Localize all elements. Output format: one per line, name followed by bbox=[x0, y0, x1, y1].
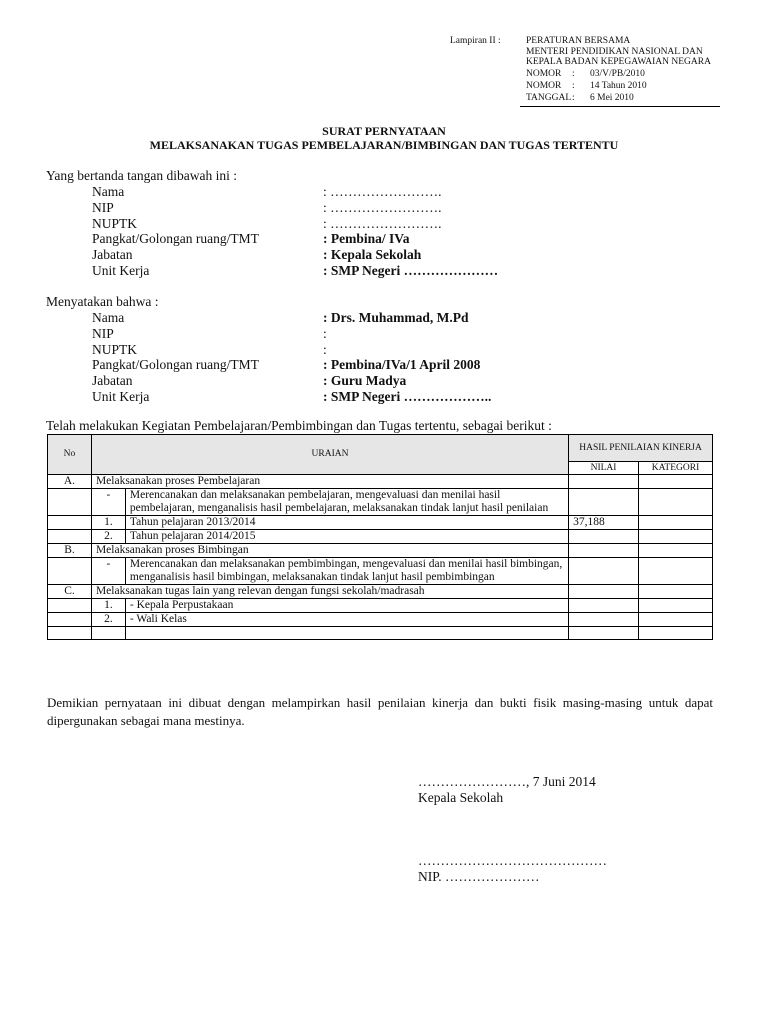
table-row bbox=[48, 489, 713, 516]
field-value: : Guru Madya bbox=[323, 373, 407, 389]
row-text: - Kepala Perpustakaan bbox=[125, 599, 568, 613]
header-uraian: URAIAN bbox=[91, 435, 568, 475]
section-no: A. bbox=[48, 475, 92, 489]
table-row bbox=[48, 599, 713, 613]
table-row bbox=[48, 475, 713, 489]
row-kategori bbox=[639, 489, 713, 516]
row-nilai bbox=[569, 613, 639, 627]
table-row bbox=[48, 544, 713, 558]
meta-label: NOMOR bbox=[526, 81, 562, 91]
row-text: Merencanakan dan melaksanakan pembimbingan, mengevaluasi dan menilai hasil bimbingan, menganalisis hasil bimbingan, melaksanakan tindak lanjut hasil pembimbingan bbox=[125, 558, 568, 585]
row-sub: 2. bbox=[91, 613, 125, 627]
field-value: : bbox=[323, 325, 327, 341]
row-text: Tahun pelajaran 2014/2015 bbox=[125, 530, 568, 544]
field-value: : SMP Negeri ……………….. bbox=[323, 389, 492, 404]
row-nilai: 37,188 bbox=[569, 516, 639, 530]
field-label: Pangkat/Golongan ruang/TMT bbox=[92, 231, 259, 247]
section-no: B. bbox=[48, 544, 92, 558]
field-value: : bbox=[323, 341, 327, 357]
field-label: Jabatan bbox=[92, 247, 133, 263]
row-text bbox=[125, 627, 568, 640]
section-title: Melaksanakan tugas lain yang relevan dengan fungsi sekolah/madrasah bbox=[91, 585, 568, 599]
row-sub: 1. bbox=[91, 599, 125, 613]
meta-label: TANGGAL bbox=[526, 93, 572, 103]
field-label: Unit Kerja bbox=[92, 263, 150, 278]
field-value: : ……………………. bbox=[323, 199, 442, 215]
field-label: Jabatan bbox=[92, 373, 133, 389]
activity-table bbox=[47, 434, 713, 640]
field-label: NUPTK bbox=[92, 341, 138, 357]
document-title: SURAT PERNYATAAN bbox=[322, 124, 446, 138]
field-value: : Kepala Sekolah bbox=[323, 247, 422, 263]
table-header-row bbox=[48, 435, 713, 462]
row-sub: 2. bbox=[91, 530, 125, 544]
row-sub: - bbox=[91, 558, 125, 585]
table-row bbox=[48, 627, 713, 640]
field-label: NUPTK bbox=[92, 215, 138, 231]
header-divider bbox=[520, 106, 720, 107]
table-row bbox=[48, 530, 713, 544]
meta-sep: : bbox=[572, 81, 575, 91]
header-hasil: HASIL PENILAIAN KINERJA bbox=[569, 435, 713, 462]
meta-sep: : bbox=[572, 69, 575, 79]
signer-name-line: …………………………………… bbox=[418, 853, 607, 868]
field-value: : Pembina/ IVa bbox=[323, 231, 410, 247]
meta-value: 03/V/PB/2010 bbox=[590, 69, 645, 79]
regulation-line-1: PERATURAN BERSAMA bbox=[526, 36, 631, 46]
header-no: No bbox=[48, 435, 92, 475]
section-title: Melaksanakan proses Bimbingan bbox=[91, 544, 568, 558]
row-nilai bbox=[569, 489, 639, 516]
section-no: C. bbox=[48, 585, 92, 599]
row-text: Merencanakan dan melaksanakan pembelajaran, mengevaluasi dan menilai hasil pembelajaran, menganalisis hasil pembelajaran, melaksanakan tindak lanjut hasil penilaian bbox=[125, 489, 568, 516]
header-kategori: KATEGORI bbox=[639, 462, 713, 475]
signer-intro: Yang bertanda tangan dibawah ini : bbox=[46, 168, 237, 183]
field-value: : SMP Negeri ………………… bbox=[323, 263, 499, 278]
field-value: : ……………………. bbox=[323, 184, 442, 199]
table-intro: Telah melakukan Kegiatan Pembelajaran/Pembimbingan dan Tugas tertentu, sebagai berikut : bbox=[46, 418, 552, 433]
table-row bbox=[48, 613, 713, 627]
field-value: : Drs. Muhammad, M.Pd bbox=[323, 310, 469, 325]
field-label: NIP bbox=[92, 199, 114, 215]
section-title: Melaksanakan proses Pembelajaran bbox=[91, 475, 568, 489]
place-date: ……………………, 7 Juni 2014 bbox=[418, 774, 596, 789]
field-label: Nama bbox=[92, 184, 125, 199]
meta-value: 14 Tahun 2010 bbox=[590, 81, 647, 91]
field-value: : Pembina/IVa/1 April 2008 bbox=[323, 357, 481, 373]
header-nilai: NILAI bbox=[569, 462, 639, 475]
row-nilai bbox=[569, 599, 639, 613]
row-kategori bbox=[639, 613, 713, 627]
row-nilai bbox=[569, 530, 639, 544]
signer-nip-line: NIP. ………………… bbox=[418, 869, 540, 884]
signer-role: Kepala Sekolah bbox=[418, 790, 504, 805]
closing-paragraph: Demikian pernyataan ini dibuat dengan melampirkan hasil penilaian kinerja dan bukti fisik masing-masing untuk dapat dipergunakan sebagai mana mestinya. bbox=[47, 695, 713, 728]
regulation-line-3: KEPALA BADAN KEPEGAWAIAN NEGARA bbox=[526, 57, 711, 68]
table-row bbox=[48, 516, 713, 530]
field-label: NIP bbox=[92, 325, 114, 341]
field-label: Unit Kerja bbox=[92, 389, 150, 404]
table-row bbox=[48, 585, 713, 599]
field-label: Pangkat/Golongan ruang/TMT bbox=[92, 357, 259, 373]
row-nilai bbox=[569, 558, 639, 585]
regulation-line-2: MENTERI PENDIDIKAN NASIONAL DAN bbox=[526, 46, 703, 57]
row-kategori bbox=[639, 558, 713, 585]
lampiran-label: Lampiran II : bbox=[450, 36, 501, 46]
meta-label: NOMOR bbox=[526, 69, 562, 79]
row-text: Tahun pelajaran 2013/2014 bbox=[125, 516, 568, 530]
row-text: - Wali Kelas bbox=[125, 613, 568, 627]
document-subtitle: MELAKSANAKAN TUGAS PEMBELAJARAN/BIMBINGAN DAN TUGAS TERTENTU bbox=[149, 138, 619, 152]
meta-value: 6 Mei 2010 bbox=[590, 93, 634, 103]
row-kategori bbox=[639, 627, 713, 640]
meta-sep: : bbox=[572, 93, 575, 103]
row-kategori bbox=[639, 530, 713, 544]
row-kategori bbox=[639, 599, 713, 613]
row-sub: 1. bbox=[91, 516, 125, 530]
row-sub bbox=[91, 627, 125, 640]
field-value: : ……………………. bbox=[323, 215, 442, 231]
table-row bbox=[48, 558, 713, 585]
subject-intro: Menyatakan bahwa : bbox=[46, 294, 159, 309]
row-kategori bbox=[639, 516, 713, 530]
field-label: Nama bbox=[92, 310, 125, 325]
row-sub: - bbox=[91, 489, 125, 516]
row-nilai bbox=[569, 627, 639, 640]
